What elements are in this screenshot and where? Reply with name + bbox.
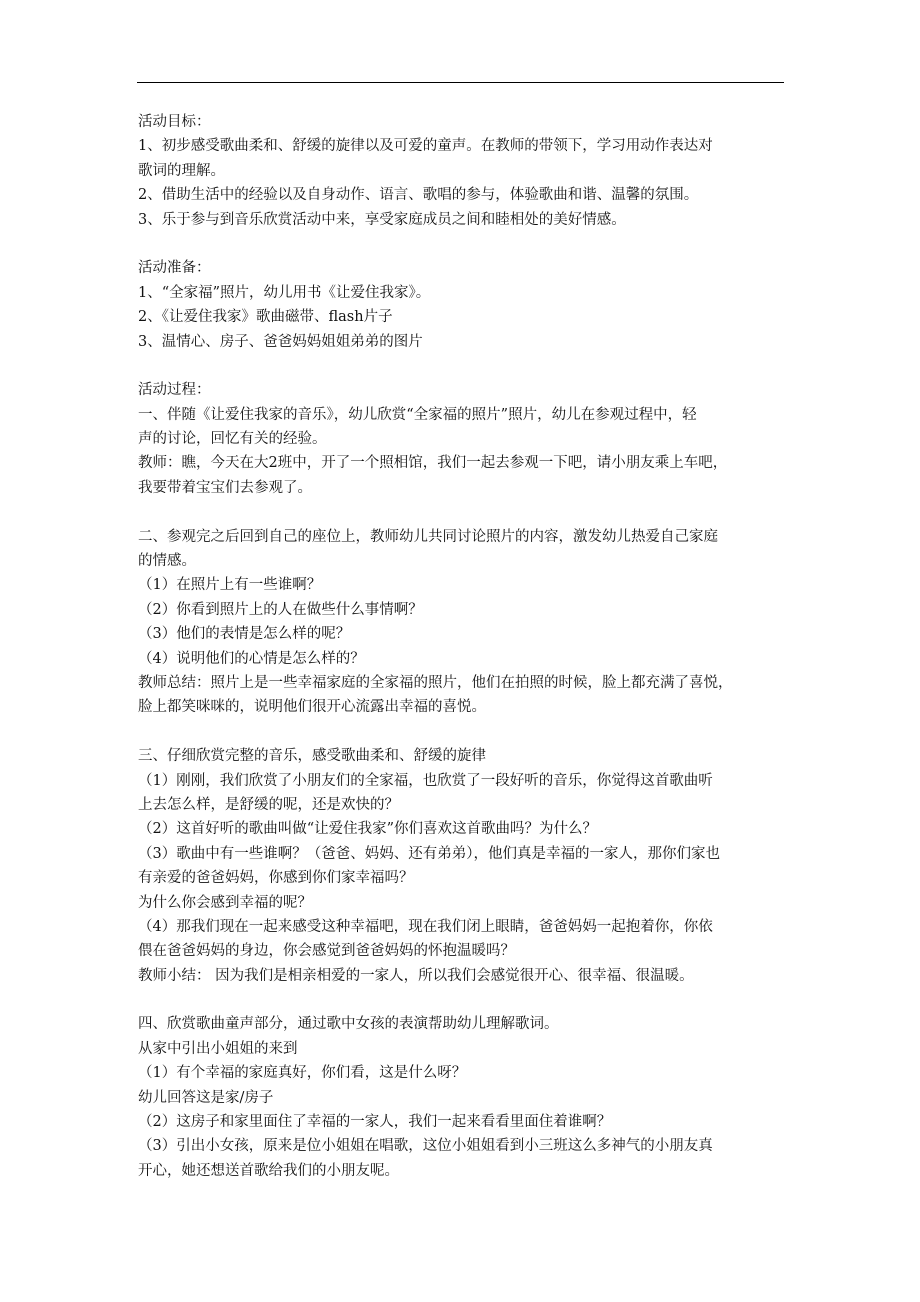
blank-line <box>138 500 786 524</box>
text-line: 1、初步感受歌曲柔和、舒缓的旋律以及可爱的童声。在教师的带领下，学习用动作表达对 <box>138 138 713 155</box>
text-line: 偎在爸爸妈妈的身边，你会感觉到爸爸妈妈的怀抱温暖吗？ <box>138 943 515 960</box>
text-line: 有亲爱的爸爸妈妈，你感到你们家幸福吗？ <box>138 870 414 887</box>
text-line: 活动准备： <box>138 260 211 277</box>
blank-line <box>138 720 786 744</box>
text-line: 教师：瞧，今天在大2班中，开了一个照相馆，我们一起去参观一下吧，请小朋友乘上车吧， <box>138 455 728 472</box>
text-line: 上去怎么样，是舒缓的呢，还是欢快的？ <box>138 796 399 813</box>
text-line: （2）这房子和家里面住了幸福的一家人，我们一起来看看里面住着谁啊？ <box>138 1114 612 1131</box>
text-line: 1、“全家福”照片，幼儿用书《让爱住我家》。 <box>138 284 431 301</box>
text-line: 活动目标： <box>138 114 211 130</box>
text-line: 开心，她还想送首歌给我们的小朋友呢。 <box>138 1162 399 1179</box>
text-line: 幼儿回答这是家/房子 <box>138 1089 274 1106</box>
text-line: 从家中引出小姐姐的来到 <box>138 1040 298 1057</box>
blank-line <box>138 232 786 256</box>
text-line: （1）刚刚，我们欣赏了小朋友们的全家福，也欣赏了一段好听的音乐，你觉得这首歌曲听 <box>138 772 713 789</box>
text-line: 二、参观完之后回到自己的座位上，教师幼儿共同讨论照片的内容，激发幼儿热爱自己家庭 <box>138 528 718 545</box>
text-line: （1）有个幸福的家庭真好，你们看，这是什么呀？ <box>138 1065 467 1082</box>
blank-line <box>138 354 786 378</box>
text-line: 2、借助生活中的经验以及自身动作、语言、歌唱的参与，体验歌曲和谐、温馨的氛围。 <box>138 187 699 204</box>
text-line: 活动过程： <box>138 382 211 399</box>
text-line: （4）那我们现在一起来感受这种幸福吧，现在我们闭上眼睛，爸爸妈妈一起抱着你，你依 <box>138 918 713 935</box>
text-line: 三、仔细欣赏完整的音乐，感受歌曲柔和、舒缓的旋律 <box>138 748 486 765</box>
text-line: 我要带着宝宝们去参观了。 <box>138 479 312 496</box>
text-line: 一、伴随《让爱住我家的音乐》，幼儿欣赏“全家福的照片”照片，幼儿在参观过程中，轻 <box>138 406 697 423</box>
text-line: 为什么你会感到幸福的呢？ <box>138 894 312 911</box>
text-line: （2）你看到照片上的人在做些什么事情啊？ <box>138 601 423 618</box>
document-body <box>138 110 786 1183</box>
text-line: （2）这首好听的歌曲叫做“让爱住我家”你们喜欢这首歌曲吗？为什么？ <box>138 821 598 838</box>
text-line: 四、欣赏歌曲童声部分，通过歌中女孩的表演帮助幼儿理解歌词。 <box>138 1016 559 1033</box>
header-rule <box>137 82 784 83</box>
text-line: 的情感。 <box>138 553 196 570</box>
text-line: 脸上都笑咪咪的，说明他们很开心流露出幸福的喜悦。 <box>138 699 486 716</box>
text-line: 声的讨论，回忆有关的经验。 <box>138 431 327 448</box>
text-line: 3、乐于参与到音乐欣赏活动中来，享受家庭成员之间和睦相处的美好情感。 <box>138 211 626 228</box>
text-line: （4）说明他们的心情是怎么样的？ <box>138 650 365 667</box>
text-line: （1）在照片上有一些谁啊？ <box>138 577 322 594</box>
text-line: 歌词的理解。 <box>138 162 225 179</box>
text-line: 2、《让爱住我家》歌曲磁带、flash片子 <box>138 309 393 326</box>
blank-line <box>138 988 786 1012</box>
text-line: 教师总结：照片上是一些幸福家庭的全家福的照片，他们在拍照的时候，脸上都充满了喜悦， <box>138 674 733 691</box>
text-line: 3、温情心、房子、爸爸妈妈姐姐弟弟的图片 <box>138 333 423 350</box>
text-line: （3）歌曲中有一些谁啊？（爸爸、妈妈、还有弟弟），他们真是幸福的一家人，那你们家也 <box>138 845 720 862</box>
text-line: 教师小结： 因为我们是相亲相爱的一家人，所以我们会感觉很开心、很幸福、很温暖。 <box>138 967 694 984</box>
text-line: （3）他们的表情是怎么样的呢？ <box>138 626 351 643</box>
text-line: （3）引出小女孩，原来是位小姐姐在唱歌，这位小姐姐看到小三班这么多神气的小朋友真 <box>138 1138 713 1155</box>
